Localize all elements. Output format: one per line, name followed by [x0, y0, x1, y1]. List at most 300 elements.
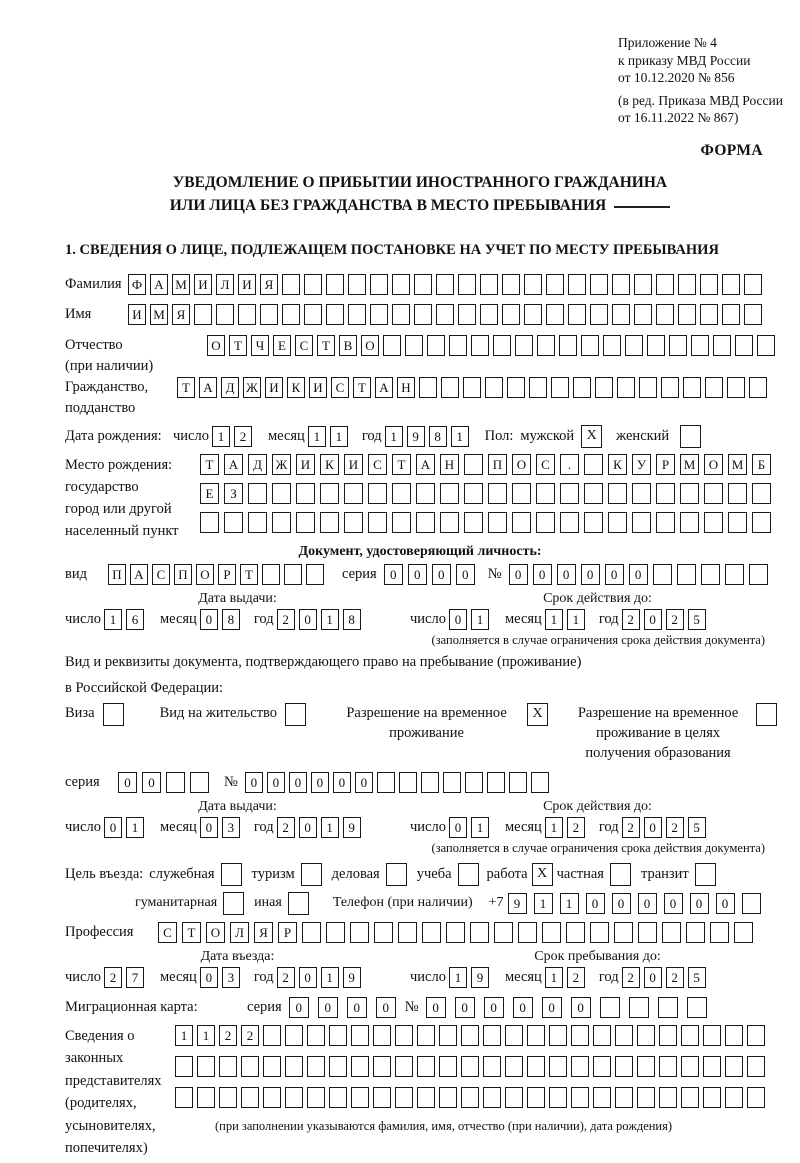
- issue-month-cells: [200, 609, 244, 630]
- char-cell: [329, 1056, 347, 1077]
- purpose-study-label: учеба: [416, 865, 452, 882]
- char-cell: [392, 304, 410, 325]
- char-cell: [470, 922, 489, 943]
- digit-cell: [600, 997, 620, 1018]
- validity-date-values: [410, 817, 785, 838]
- stay-doc-validity-col: [410, 798, 785, 838]
- checkbox-cell: [386, 863, 407, 886]
- stay-doc-issue-month-cells: [200, 817, 244, 838]
- digit-cell: [166, 772, 185, 793]
- char-cell: [263, 1087, 281, 1108]
- char-cell: И: [194, 274, 212, 295]
- edu-residence-permit-label: Разрешение на временное проживание в целях получения образования: [577, 704, 739, 761]
- digit-cell: [677, 564, 696, 585]
- char-cell: [680, 512, 699, 533]
- char-cell: [326, 922, 345, 943]
- char-cell: С: [295, 335, 313, 356]
- char-cell: [373, 1087, 391, 1108]
- char-cell: [493, 335, 511, 356]
- month-word: месяц: [267, 427, 305, 444]
- birth-place-label: [65, 454, 200, 542]
- char-cell: [416, 512, 435, 533]
- digit-cell: 7: [126, 967, 144, 988]
- section1-heading: 1. СВЕДЕНИЯ О ЛИЦЕ, ПОДЛЕЖАЩЕМ ПОСТАНОВКЕ НА УЧЕТ ПО МЕСТУ ПРЕБЫВАНИЯ: [65, 241, 719, 258]
- digit-cell: 0: [586, 893, 605, 914]
- digit-cell: 2: [567, 817, 585, 838]
- char-cell: [458, 274, 476, 295]
- digit-cell: 0: [333, 772, 351, 793]
- digit-cell: [443, 772, 461, 793]
- stay-doc-intro2: в Российской Федерации:: [65, 679, 224, 696]
- char-cell: [224, 512, 243, 533]
- char-cell: [612, 304, 630, 325]
- birth-place-label-line4: населенный пункт: [65, 522, 179, 539]
- purpose-transit-label: транзит: [640, 865, 689, 882]
- digit-cell: [749, 564, 768, 585]
- char-cell: [681, 1087, 699, 1108]
- digit-cell: 0: [571, 997, 591, 1018]
- validity-day-cells: [449, 609, 493, 630]
- surname-cells: [128, 274, 766, 295]
- stay-doc-dates: [65, 798, 775, 838]
- char-cell: 2: [219, 1025, 237, 1046]
- char-cell: [395, 1056, 413, 1077]
- char-cell: Ч: [251, 335, 269, 356]
- char-cell: [329, 1087, 347, 1108]
- char-cell: [704, 512, 723, 533]
- char-cell: П: [488, 454, 507, 475]
- char-cell: [524, 304, 542, 325]
- digit-cell: [629, 997, 649, 1018]
- representatives-row1-cells: [175, 1025, 775, 1046]
- char-cell: [527, 1087, 545, 1108]
- char-cell: Т: [353, 377, 371, 398]
- year-word: год: [598, 610, 619, 627]
- digit-cell: [509, 772, 527, 793]
- char-cell: [464, 454, 483, 475]
- visa-label: Виза: [65, 704, 95, 721]
- day-word: число: [410, 818, 446, 835]
- validity-year-cells: [622, 609, 710, 630]
- purpose-private-checkbox: [610, 863, 631, 886]
- char-cell: [593, 1087, 611, 1108]
- migration-card-row: [65, 997, 775, 1018]
- digit-cell: 0: [612, 893, 631, 914]
- digit-cell: [742, 893, 761, 914]
- char-cell: [571, 1087, 589, 1108]
- phone-prefix: +7: [488, 895, 504, 910]
- digit-cell: 0: [347, 997, 367, 1018]
- digit-cell: 0: [542, 997, 562, 1018]
- char-cell: [749, 377, 767, 398]
- char-cell: 1: [175, 1025, 193, 1046]
- char-cell: [417, 1056, 435, 1077]
- digit-cell: 9: [407, 426, 425, 447]
- stay-doc-validity-day-cells: [449, 817, 493, 838]
- form-title-line2-text: ИЛИ ЛИЦА БЕЗ ГРАЖДАНСТВА В МЕСТО ПРЕБЫВАНИЯ: [169, 196, 607, 214]
- char-cell: А: [150, 274, 168, 295]
- issue-date-heading: Дата выдачи:: [198, 590, 277, 606]
- digit-cell: 0: [456, 564, 475, 585]
- birth-date-row: [65, 425, 775, 448]
- char-cell: [722, 304, 740, 325]
- digit-cell: 2: [567, 967, 585, 988]
- digit-cell: 0: [408, 564, 427, 585]
- identity-doc-dates: [65, 590, 775, 630]
- char-cell: [590, 304, 608, 325]
- patronymic-cells: [207, 335, 779, 356]
- char-cell: [241, 1056, 259, 1077]
- digit-cell: 2: [234, 426, 252, 447]
- char-cell: [296, 512, 315, 533]
- char-cell: [560, 512, 579, 533]
- digit-cell: 0: [432, 564, 451, 585]
- stay-month-cells: [545, 967, 589, 988]
- char-cell: [446, 922, 465, 943]
- char-cell: [713, 335, 731, 356]
- digit-cell: 0: [311, 772, 329, 793]
- char-cell: [419, 377, 437, 398]
- char-cell: [752, 512, 771, 533]
- char-cell: [546, 274, 564, 295]
- digit-cell: 1: [104, 609, 122, 630]
- char-cell: [383, 335, 401, 356]
- char-cell: [440, 483, 459, 504]
- char-cell: .: [560, 454, 579, 475]
- char-cell: Б: [752, 454, 771, 475]
- digit-cell: 1: [471, 609, 489, 630]
- char-cell: [373, 1025, 391, 1046]
- char-cell: [502, 304, 520, 325]
- day-word: число: [410, 968, 446, 985]
- char-cell: И: [309, 377, 327, 398]
- char-cell: О: [704, 454, 723, 475]
- identity-doc-number-cells: [509, 564, 773, 585]
- checkbox-cell: [288, 892, 309, 915]
- digit-cell: 0: [384, 564, 403, 585]
- char-cell: [326, 304, 344, 325]
- char-cell: [461, 1087, 479, 1108]
- char-cell: [441, 377, 459, 398]
- given-name-label: Имя: [65, 305, 92, 322]
- representatives-row3-cells: [175, 1087, 775, 1108]
- digit-cell: 1: [471, 817, 489, 838]
- char-cell: М: [172, 274, 190, 295]
- char-cell: [656, 483, 675, 504]
- digit-cell: 0: [289, 997, 309, 1018]
- char-cell: [351, 1087, 369, 1108]
- edu-residence-permit-checkbox: [756, 703, 777, 726]
- birth-month-cells: [308, 426, 352, 447]
- char-cell: [634, 274, 652, 295]
- char-cell: [502, 274, 520, 295]
- char-cell: [681, 1025, 699, 1046]
- char-cell: [678, 274, 696, 295]
- char-cell: [518, 922, 537, 943]
- identity-doc-number-label: №: [487, 565, 502, 582]
- char-cell: [568, 274, 586, 295]
- char-cell: [744, 304, 762, 325]
- char-cell: С: [368, 454, 387, 475]
- representatives-note: (при заполнении указываются фамилия, имя, отчество (при наличии), дата рождения): [215, 1118, 673, 1133]
- char-cell: [480, 274, 498, 295]
- char-cell: [219, 1087, 237, 1108]
- surname-label: Фамилия: [65, 275, 122, 292]
- char-cell: [590, 922, 609, 943]
- edu-residence-permit-option: [568, 703, 777, 763]
- representatives-label-line2: законных: [65, 1050, 124, 1066]
- char-cell: [725, 1087, 743, 1108]
- char-cell: [392, 274, 410, 295]
- char-cell: 2: [241, 1025, 259, 1046]
- checkbox-cell: [610, 863, 631, 886]
- purpose-tourism-checkbox: [301, 863, 322, 886]
- char-cell: [634, 304, 652, 325]
- char-cell: О: [206, 922, 225, 943]
- digit-cell: 2: [277, 609, 295, 630]
- sex-male-label: мужской: [520, 427, 575, 444]
- digit-cell: [487, 772, 505, 793]
- digit-cell: [653, 564, 672, 585]
- surname-row: [65, 274, 775, 295]
- char-cell: [703, 1087, 721, 1108]
- digit-cell: 5: [688, 817, 706, 838]
- digit-cell: 0: [605, 564, 624, 585]
- entry-month-cells: [200, 967, 244, 988]
- annex-line2: к приказу МВД России: [618, 52, 751, 68]
- purpose-other-label: иная: [254, 895, 282, 910]
- representatives-label-line4: (родителях,: [65, 1095, 137, 1111]
- char-cell: [488, 483, 507, 504]
- digit-cell: 1: [449, 967, 467, 988]
- char-cell: [395, 1025, 413, 1046]
- stay-doc-issue-year-cells: [277, 817, 365, 838]
- char-cell: [263, 1025, 281, 1046]
- char-cell: [488, 512, 507, 533]
- char-cell: Л: [230, 922, 249, 943]
- identity-doc-issue-col: [65, 590, 410, 630]
- day-word: число: [65, 610, 101, 627]
- checkbox-cell: X: [532, 863, 553, 886]
- char-cell: Ф: [128, 274, 146, 295]
- char-cell: [370, 304, 388, 325]
- char-cell: [392, 483, 411, 504]
- checkbox-cell: [103, 703, 124, 726]
- char-cell: [320, 483, 339, 504]
- char-cell: [197, 1087, 215, 1108]
- digit-cell: 0: [299, 817, 317, 838]
- identity-doc-series-label: серия: [342, 565, 377, 582]
- representatives-block: [65, 1025, 775, 1160]
- digit-cell: 1: [321, 609, 339, 630]
- representatives-rows: [175, 1025, 775, 1160]
- char-cell: Т: [392, 454, 411, 475]
- given-name-cells: [128, 304, 766, 325]
- char-cell: [414, 304, 432, 325]
- visit-purpose-row: [65, 863, 775, 886]
- char-cell: [566, 922, 585, 943]
- char-cell: [678, 304, 696, 325]
- citizenship-label-line1: Гражданство,: [65, 378, 149, 395]
- digit-cell: 2: [666, 967, 684, 988]
- digit-cell: 2: [277, 967, 295, 988]
- char-cell: [584, 454, 603, 475]
- char-cell: Ж: [243, 377, 261, 398]
- char-cell: [637, 1025, 655, 1046]
- digit-cell: [725, 564, 744, 585]
- char-cell: А: [375, 377, 393, 398]
- digit-cell: 1: [330, 426, 348, 447]
- citizenship-label-line2: подданство: [65, 399, 136, 416]
- temp-residence-permit-option: [334, 703, 548, 743]
- birth-year-cells: [385, 426, 473, 447]
- issue-date-heading: Дата выдачи:: [198, 798, 277, 814]
- char-cell: [727, 377, 745, 398]
- digit-cell: 0: [267, 772, 285, 793]
- char-cell: [527, 1025, 545, 1046]
- digit-cell: [421, 772, 439, 793]
- char-cell: [272, 483, 291, 504]
- digit-cell: 1: [545, 609, 563, 630]
- char-cell: [464, 512, 483, 533]
- char-cell: [705, 377, 723, 398]
- purpose-transit-checkbox: [695, 863, 716, 886]
- representatives-label-line3: представителях: [65, 1072, 162, 1089]
- char-cell: [722, 274, 740, 295]
- digit-cell: 0: [355, 772, 373, 793]
- digit-cell: 9: [343, 817, 361, 838]
- char-cell: Р: [656, 454, 675, 475]
- digit-cell: 0: [426, 997, 446, 1018]
- char-cell: [536, 483, 555, 504]
- char-cell: [703, 1056, 721, 1077]
- char-cell: С: [152, 564, 170, 585]
- validity-date-values: [410, 609, 785, 630]
- char-cell: И: [128, 304, 146, 325]
- digit-cell: [377, 772, 395, 793]
- char-cell: [710, 922, 729, 943]
- issue-day-cells: [104, 609, 148, 630]
- representatives-label-line1: Сведения о: [65, 1027, 135, 1044]
- char-cell: [608, 483, 627, 504]
- char-cell: Т: [182, 922, 201, 943]
- char-cell: [248, 483, 267, 504]
- char-cell: [219, 1056, 237, 1077]
- digit-cell: 0: [644, 609, 662, 630]
- digit-cell: 0: [509, 564, 528, 585]
- char-cell: М: [680, 454, 699, 475]
- stay-doc-number-label: №: [224, 773, 238, 790]
- entry-date-values: [65, 967, 410, 988]
- form-title-line1: УВЕДОМЛЕНИЕ О ПРИБЫТИИ ИНОСТРАННОГО ГРАЖДАНИНА: [172, 173, 668, 191]
- char-cell: [615, 1056, 633, 1077]
- digit-cell: 1: [126, 817, 144, 838]
- char-cell: [263, 1056, 281, 1077]
- patronymic-row: [65, 335, 775, 377]
- char-cell: [700, 304, 718, 325]
- char-cell: [417, 1087, 435, 1108]
- char-cell: Т: [177, 377, 195, 398]
- char-cell: [593, 1025, 611, 1046]
- char-cell: [505, 1087, 523, 1108]
- char-cell: [350, 922, 369, 943]
- char-cell: [691, 335, 709, 356]
- stay-doc-issue-col: [65, 798, 410, 838]
- char-cell: [549, 1025, 567, 1046]
- char-cell: [512, 483, 531, 504]
- month-word: месяц: [159, 610, 197, 627]
- digit-cell: 2: [622, 967, 640, 988]
- birth-place-label-line1: Место рождения:: [65, 456, 173, 473]
- annex-line3: от 10.12.2020 № 856: [618, 70, 735, 85]
- char-cell: И: [296, 454, 315, 475]
- digit-cell: [465, 772, 483, 793]
- char-cell: [614, 922, 633, 943]
- char-cell: [197, 1056, 215, 1077]
- validity-month-cells: [545, 609, 589, 630]
- digit-cell: 0: [638, 893, 657, 914]
- digit-cell: 1: [308, 426, 326, 447]
- char-cell: [351, 1025, 369, 1046]
- char-cell: [216, 304, 234, 325]
- patronymic-label-line1: Отчество: [65, 336, 123, 353]
- digit-cell: 1: [321, 817, 339, 838]
- char-cell: [659, 1056, 677, 1077]
- char-cell: [374, 922, 393, 943]
- char-cell: [344, 483, 363, 504]
- stay-until-heading: Срок пребывания до:: [534, 948, 661, 964]
- digit-cell: 0: [533, 564, 552, 585]
- char-cell: [282, 274, 300, 295]
- char-cell: Д: [221, 377, 239, 398]
- char-cell: [573, 377, 591, 398]
- digit-cell: 0: [118, 772, 137, 793]
- digit-cell: 3: [222, 967, 240, 988]
- char-cell: [638, 922, 657, 943]
- digit-cell: 1: [545, 967, 563, 988]
- char-cell: [559, 335, 577, 356]
- checkbox-cell: [458, 863, 479, 886]
- char-cell: [398, 922, 417, 943]
- digit-cell: 0: [581, 564, 600, 585]
- digit-cell: 0: [690, 893, 709, 914]
- stay-doc-series-row: [65, 772, 775, 793]
- day-word: число: [173, 427, 209, 444]
- digit-cell: 8: [343, 609, 361, 630]
- char-cell: П: [174, 564, 192, 585]
- sex-label: Пол:: [484, 427, 514, 444]
- char-cell: [615, 1025, 633, 1046]
- validity-date-heading: Срок действия до:: [543, 590, 652, 606]
- char-cell: [416, 483, 435, 504]
- char-cell: [571, 1056, 589, 1077]
- char-cell: [590, 274, 608, 295]
- digit-cell: 0: [644, 817, 662, 838]
- char-cell: К: [320, 454, 339, 475]
- char-cell: [373, 1056, 391, 1077]
- char-cell: [348, 274, 366, 295]
- representatives-label-line6: попечителях): [65, 1140, 148, 1156]
- char-cell: [194, 304, 212, 325]
- char-cell: [536, 512, 555, 533]
- visit-purpose-label: Цель въезда:: [65, 865, 144, 882]
- digit-cell: 2: [104, 967, 122, 988]
- char-cell: [617, 377, 635, 398]
- digit-cell: 0: [644, 967, 662, 988]
- purpose-private-label: частная: [556, 865, 604, 882]
- digit-cell: 0: [376, 997, 396, 1018]
- char-cell: [405, 335, 423, 356]
